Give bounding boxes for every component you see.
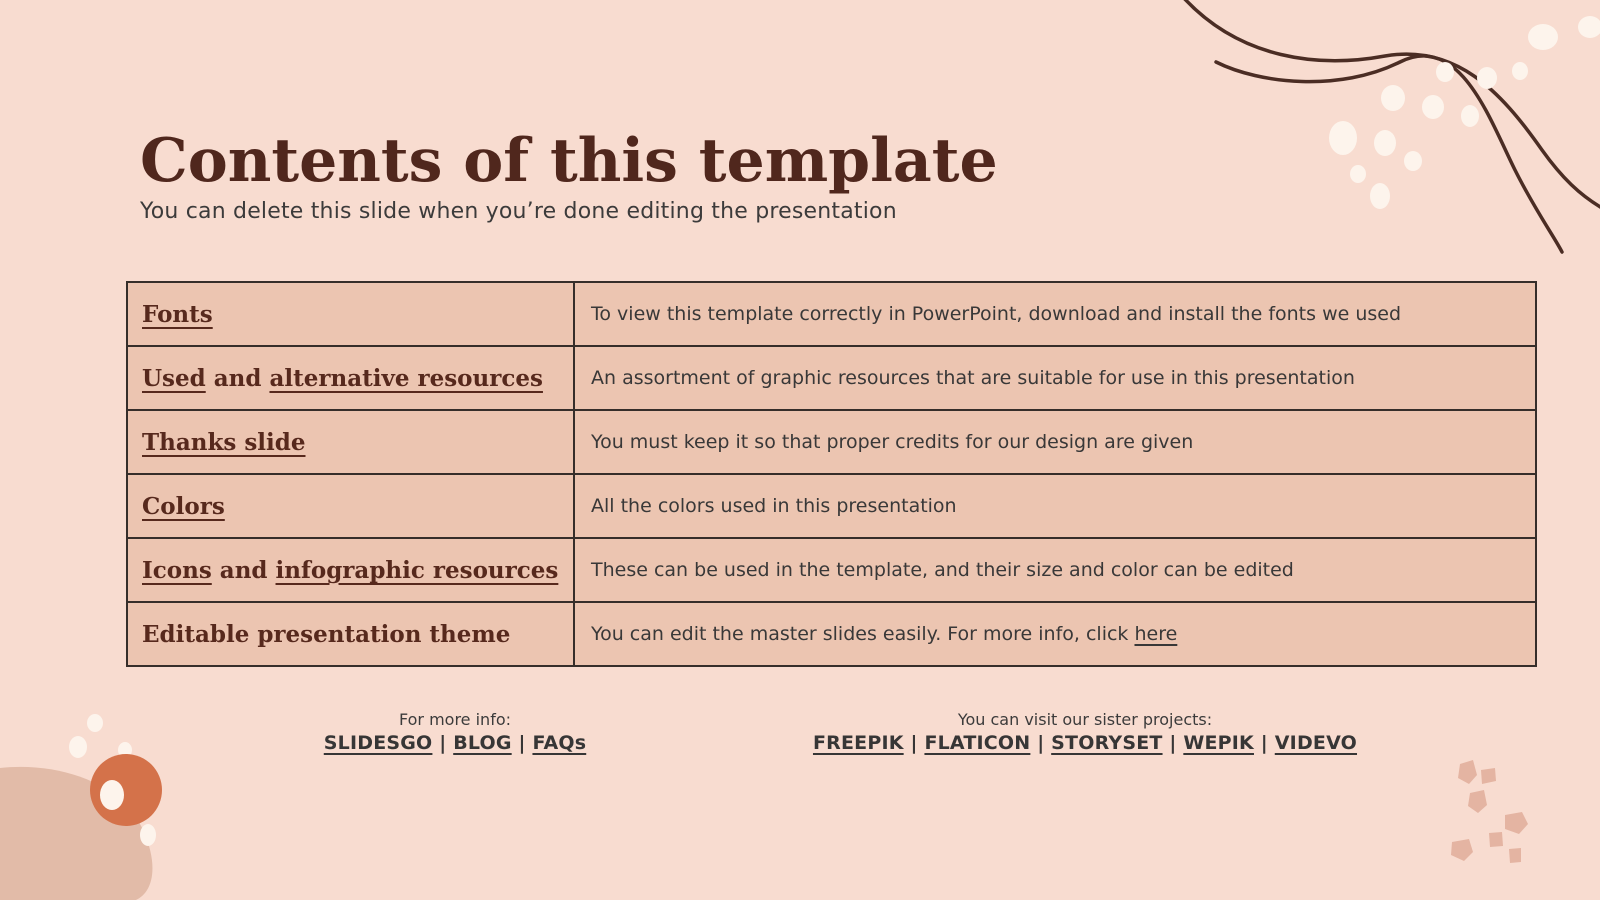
footer-link-freepik[interactable]: FREEPIK (812, 732, 904, 754)
description-cell (574, 346, 1536, 410)
desc-text: You can edit the master slides easily. For more info, click (591, 623, 1135, 645)
description-cell (574, 282, 1536, 346)
table-row (127, 474, 1536, 538)
footer-link-blog[interactable]: BLOG (453, 732, 512, 754)
topic-text: Editable presentation theme (142, 620, 511, 648)
contents-table (126, 281, 1537, 667)
footer-link-flaticon[interactable]: FLATICON (924, 732, 1031, 754)
wavy-lines-decoration (1170, 0, 1600, 260)
footer-sister-projects (790, 710, 1380, 754)
separator: | (1030, 732, 1052, 754)
footer-link-wepik[interactable]: WEPIK (1183, 732, 1254, 754)
topic-cell (127, 538, 574, 602)
tan-blob (0, 767, 152, 900)
topic-link[interactable]: Used (142, 364, 206, 392)
topic-link[interactable]: Fonts (142, 300, 213, 328)
topic-cell (127, 474, 574, 538)
desc-text: These can be used in the template, and their size and color can be edited (591, 559, 1294, 581)
orange-circle (90, 754, 162, 826)
page-subtitle: You can delete this slide when you’re done editing the presentation (140, 199, 897, 224)
topic-link[interactable]: infographic resources (275, 556, 559, 584)
circle-hole (100, 780, 124, 810)
footer-link-storyset[interactable]: STORYSET (1051, 732, 1163, 754)
separator: | (432, 732, 454, 754)
table-row (127, 538, 1536, 602)
footer-sister-projects-label: You can visit our sister projects: (957, 710, 1213, 729)
desc-text: To view this template correctly in PowerPoint, download and install the fonts we used (591, 303, 1402, 325)
footer-link-slidesgo[interactable]: SLIDESGO (323, 732, 433, 754)
topic-cell (127, 346, 574, 410)
topic-link[interactable]: Thanks slide (142, 428, 306, 456)
desc-text: All the colors used in this presentation (591, 495, 957, 517)
separator: | (1253, 732, 1275, 754)
footer-more-info-links (250, 732, 660, 754)
page-title: Contents of this template (140, 126, 998, 197)
pink-specks (1451, 760, 1528, 863)
specks-decoration (1370, 720, 1600, 900)
separator: | (1162, 732, 1184, 754)
desc-link[interactable]: here (1134, 623, 1178, 645)
footer-sister-projects-links (790, 732, 1380, 754)
topic-cell (127, 282, 574, 346)
topic-cell (127, 410, 574, 474)
description-cell (574, 410, 1536, 474)
footer-more-info (250, 710, 660, 754)
table-row (127, 346, 1536, 410)
footer-link-faqs[interactable]: FAQs (532, 732, 587, 754)
wavy-line-icon (1182, 0, 1600, 252)
topic-link[interactable]: Colors (142, 492, 225, 520)
separator: | (511, 732, 533, 754)
description-cell (574, 602, 1536, 666)
separator: | (903, 732, 925, 754)
footer-link-videvo[interactable]: VIDEVO (1274, 732, 1358, 754)
table-row (127, 410, 1536, 474)
desc-text: An assortment of graphic resources that are suitable for use in this presentation (591, 367, 1355, 389)
table-row (127, 602, 1536, 666)
description-cell (574, 474, 1536, 538)
footer-more-info-label: For more info: (398, 710, 511, 729)
cream-dots-decoration (69, 714, 156, 846)
desc-text: You must keep it so that proper credits for our design are given (591, 431, 1194, 453)
description-cell (574, 538, 1536, 602)
topic-text: and (211, 556, 276, 584)
topic-link[interactable]: Icons (142, 556, 212, 584)
topic-cell (127, 602, 574, 666)
topic-link[interactable]: alternative resources (269, 364, 543, 392)
topic-text: and (205, 364, 270, 392)
table-row (127, 282, 1536, 346)
cream-dots-decoration (1329, 16, 1600, 209)
